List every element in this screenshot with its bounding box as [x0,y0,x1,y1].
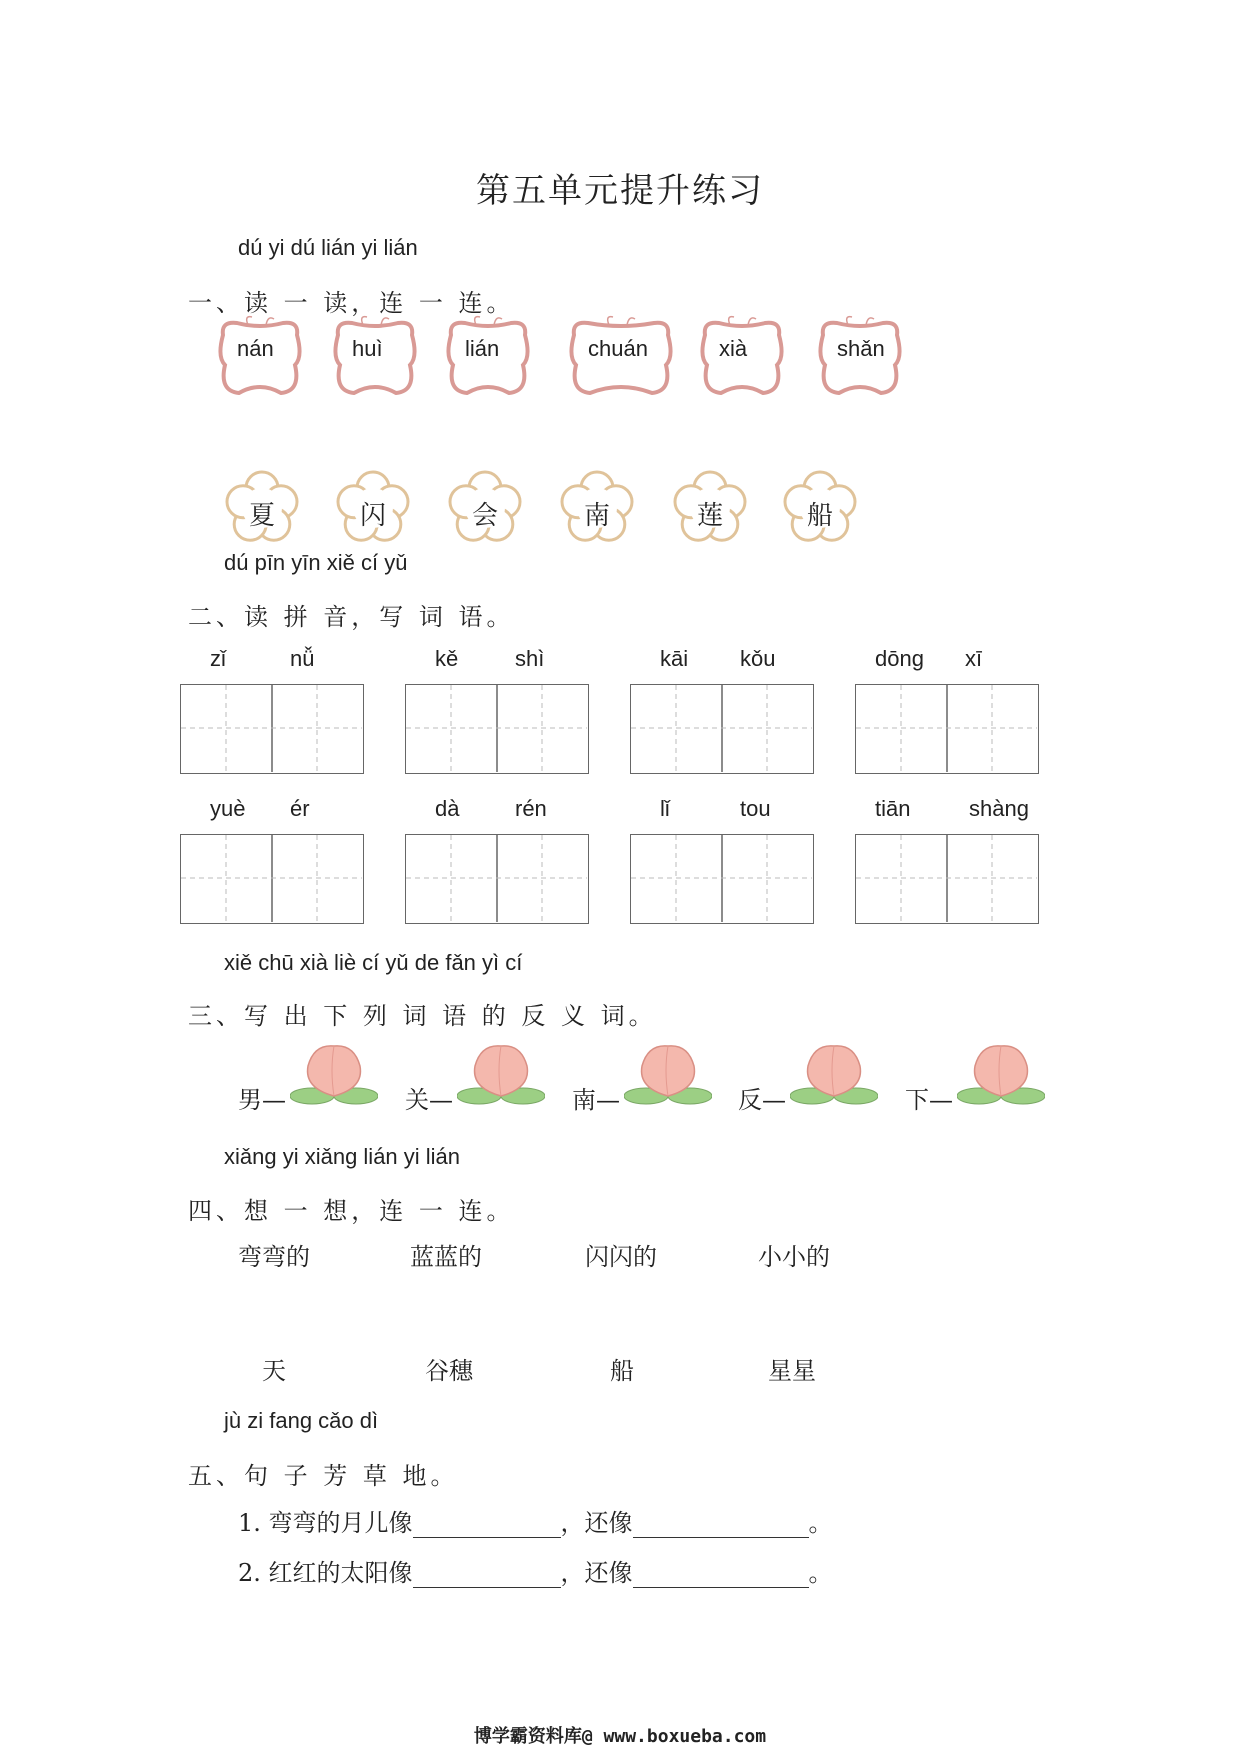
butterfly-pinyin: xià [719,336,748,361]
peach-icon[interactable] [457,1040,545,1110]
antonym-word: 关— [405,1086,453,1114]
butterfly-pinyin: lián [465,336,500,361]
sentence-prefix: 1. 弯弯的月儿像 [238,1509,413,1537]
match-word-top[interactable]: 弯弯的 [238,1243,310,1271]
sentence-middle: ，还像 [560,1509,633,1537]
grid-pinyin-b: nǚ [290,646,315,671]
footer-watermark: 博学霸资料库@ www.boxueba.com [473,1726,767,1747]
writing-grid[interactable] [405,684,589,774]
s4-heading: 四、想 一 想，连 一 连。 [188,1197,515,1225]
writing-grid[interactable] [180,684,364,774]
antonym-word: 男— [238,1086,286,1114]
sentence-middle: ，还像 [560,1559,633,1587]
peach-icon[interactable] [624,1040,712,1110]
grid-pinyin-a: kāi [660,646,689,671]
grid-pinyin-b: rén [515,796,547,821]
grid-pinyin-b: ér [290,796,310,821]
grid-pinyin-b: xī [965,646,983,671]
writing-grid[interactable] [630,684,814,774]
match-word-top[interactable]: 小小的 [758,1243,830,1271]
butterfly-pinyin: shǎn [837,336,885,361]
grid-pinyin-b: kǒu [740,646,776,671]
match-word-bottom[interactable]: 谷穗 [425,1357,473,1385]
answer-blank-1[interactable] [413,1515,561,1538]
sentence-end: 。 [808,1509,833,1537]
flower-character: 莲 [696,501,723,531]
s2-heading: 二、读 拼 音，写 词 语。 [188,603,515,631]
antonym-word: 下— [905,1086,953,1114]
answer-blank-1[interactable] [413,1565,561,1588]
match-word-top[interactable]: 蓝蓝的 [410,1243,482,1271]
writing-grid[interactable] [630,834,814,924]
butterfly-pinyin: chuán [588,336,648,361]
s4-pinyin: xiǎng yi xiǎng lián yi lián [224,1144,461,1169]
flower-character: 会 [471,501,498,531]
s2-pinyin: dú pīn yīn xiě cí yǔ [224,550,408,575]
peach-icon[interactable] [790,1040,878,1110]
sentence-end: 。 [808,1559,833,1587]
flower-character: 船 [806,501,833,531]
flower-character: 南 [583,501,610,531]
answer-blank-2[interactable] [633,1515,809,1538]
antonym-word: 南— [572,1086,620,1114]
writing-grid[interactable] [180,834,364,924]
match-word-bottom[interactable]: 船 [610,1357,634,1385]
grid-pinyin-b: shì [515,646,545,671]
s1-pinyin: dú yi dú lián yi lián [238,235,418,260]
butterfly-pinyin: nán [237,336,274,361]
answer-blank-2[interactable] [633,1565,809,1588]
writing-grid[interactable] [405,834,589,924]
grid-pinyin-b: tou [740,796,771,821]
sentence-row [238,1503,833,1538]
s5-heading: 五、句 子 芳 草 地。 [188,1462,459,1490]
sentence-row [238,1553,833,1588]
writing-grid[interactable] [855,684,1039,774]
sentence-prefix: 2. 红红的太阳像 [238,1559,413,1587]
peach-icon[interactable] [290,1040,378,1110]
s3-pinyin: xiě chū xià liè cí yǔ de fǎn yì cí [224,950,523,975]
grid-pinyin-a: yuè [210,796,246,821]
flower-character: 夏 [248,501,275,531]
grid-pinyin-a: zǐ [210,646,226,671]
s1-heading: 一、读 一 读，连 一 连。 [188,289,515,317]
s3-heading: 三、写 出 下 列 词 语 的 反 义 词。 [188,1002,657,1030]
antonym-word: 反— [738,1086,786,1114]
grid-pinyin-a: kě [435,646,459,671]
grid-pinyin-a: dōng [875,646,924,671]
peach-icon[interactable] [957,1040,1045,1110]
s5-pinyin: jù zi fang cǎo dì [224,1408,379,1433]
match-word-bottom[interactable]: 天 [262,1357,286,1385]
grid-pinyin-b: shàng [969,796,1029,821]
flower-character: 闪 [359,501,386,531]
butterfly-pinyin: huì [352,336,383,361]
page-title: 第五单元提升练习 [476,171,764,211]
writing-grid[interactable] [855,834,1039,924]
match-word-bottom[interactable]: 星星 [768,1357,816,1385]
match-word-top[interactable]: 闪闪的 [585,1243,657,1271]
grid-pinyin-a: tiān [875,796,911,821]
grid-pinyin-a: dà [435,796,460,821]
grid-pinyin-a: lǐ [660,796,670,821]
